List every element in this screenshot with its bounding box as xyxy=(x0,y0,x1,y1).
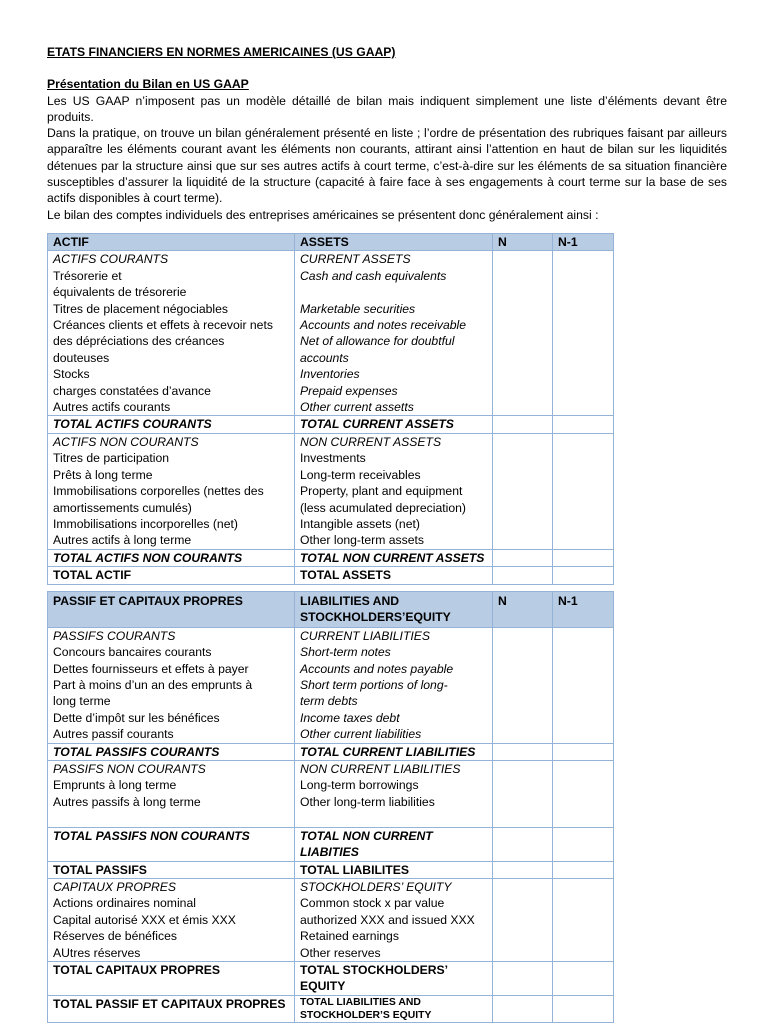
item: Autres passifs à long terme xyxy=(53,794,201,809)
total-label-en: TOTAL CURRENT ASSETS xyxy=(295,416,493,433)
assets-header-row xyxy=(48,234,614,251)
item: Titres de participation xyxy=(53,451,170,466)
total-label-en: TOTAL LIABILITES xyxy=(295,861,493,878)
total-label-en: TOTAL STOCKHOLDERS’ EQUITY xyxy=(295,961,493,995)
total-label-fr: TOTAL PASSIFS NON COURANTS xyxy=(48,827,295,861)
item: Other current liabilities xyxy=(300,727,422,742)
item: Autres passif courants xyxy=(53,727,174,742)
item: Other reserves xyxy=(300,945,381,960)
value-n1[interactable] xyxy=(553,567,614,584)
item: Emprunts à long terme xyxy=(53,778,177,793)
item: (less acumulated depreciation) xyxy=(300,500,466,515)
header-assets: ASSETS xyxy=(295,234,493,251)
total-label-fr: TOTAL ACTIFS NON COURANTS xyxy=(48,549,295,566)
value-n[interactable] xyxy=(493,878,553,961)
total-current-assets-row xyxy=(48,416,614,433)
equity-fr xyxy=(48,878,295,961)
header-liabilities xyxy=(295,592,493,628)
item: équivalents de trésorerie xyxy=(53,285,187,300)
header-line-1: LIABILITIES AND xyxy=(300,594,400,608)
page-title: ETATS FINANCIERS EN NORMES AMERICAINES (US GAAP) xyxy=(47,45,396,59)
noncurrent-liabilities-fr xyxy=(48,761,295,828)
value-n1[interactable] xyxy=(553,961,614,995)
grand-total-line-1: TOTAL LIABILITIES AND xyxy=(300,996,421,1008)
value-n[interactable] xyxy=(493,827,553,861)
item: Long-term borrowings xyxy=(300,778,419,793)
item: Common stock x par value xyxy=(300,896,445,911)
noncurrent-assets-row xyxy=(48,433,614,549)
value-n[interactable] xyxy=(493,549,553,566)
total-current-liabilities-row xyxy=(48,743,614,760)
value-n1[interactable] xyxy=(553,761,614,828)
section-title: PASSIFS COURANTS xyxy=(53,628,176,643)
assets-table xyxy=(47,233,614,585)
item: Net of allowance for doubtful xyxy=(300,334,455,349)
paragraph-2: Dans la pratique, on trouve un bilan généralement présenté en liste ; l’ordre de présentation des rubriques faisant par ailleurs apparaître les éléments courant avant les éléments non courants, attirant ainsi l’attention en haut de bilan sur les liquidités détenues par la structure ainsi que sur ses autres actifs à court terme, c’est-à-dire sur les éléments de sa situation financière susceptibles d’assurer la liquidité de la structure (capacité à faire face à ses engagements à court terme sur la base de ses actifs disponibles à court terme). xyxy=(47,126,727,206)
item: Retained earnings xyxy=(300,929,399,944)
header-line-2: STOCKHOLDERS’EQUITY xyxy=(300,610,451,625)
value-n1[interactable] xyxy=(553,627,614,743)
total-liabilities-row xyxy=(48,861,614,878)
item: accounts xyxy=(300,350,349,365)
item: long terme xyxy=(53,694,111,709)
current-liabilities-en xyxy=(295,627,493,743)
value-n[interactable] xyxy=(493,743,553,760)
item: Other current assetts xyxy=(300,400,414,415)
liabilities-table xyxy=(47,591,614,1023)
item: Prêts à long terme xyxy=(53,467,153,482)
item: Trésorerie et xyxy=(53,268,122,283)
grand-total-row xyxy=(48,995,614,1022)
item: Immobilisations incorporelles (net) xyxy=(53,516,238,531)
value-n[interactable] xyxy=(493,627,553,743)
value-n[interactable] xyxy=(493,961,553,995)
total-label-en: TOTAL NON CURRENT LIABITIES xyxy=(295,827,493,861)
equity-row xyxy=(48,878,614,961)
value-n1[interactable] xyxy=(553,878,614,961)
item: Concours bancaires courants xyxy=(53,645,212,660)
value-n1[interactable] xyxy=(553,416,614,433)
noncurrent-liabilities-row xyxy=(48,761,614,828)
header-n1: N-1 xyxy=(553,592,614,628)
value-n1[interactable] xyxy=(553,251,614,416)
total-label-fr: TOTAL PASSIF ET CAPITAUX PROPRES xyxy=(48,995,295,1022)
section-title: CURRENT LIABILITIES xyxy=(300,628,431,643)
value-n1[interactable] xyxy=(553,827,614,861)
section-title: PASSIFS NON COURANTS xyxy=(53,762,206,777)
noncurrent-assets-fr xyxy=(48,433,295,549)
header-n: N xyxy=(493,592,553,628)
item: Other long-term liabilities xyxy=(300,794,435,809)
value-n1[interactable] xyxy=(553,433,614,549)
value-n[interactable] xyxy=(493,567,553,584)
equity-en xyxy=(295,878,493,961)
item: Actions ordinaires nominal xyxy=(53,896,196,911)
value-n[interactable] xyxy=(493,251,553,416)
item xyxy=(53,810,289,826)
value-n[interactable] xyxy=(493,761,553,828)
header-n1: N-1 xyxy=(553,234,614,251)
total-label-en: TOTAL NON CURRENT ASSETS xyxy=(295,549,493,566)
total-equity-row xyxy=(48,961,614,995)
total-noncurrent-liabilities-row xyxy=(48,827,614,861)
total-assets-row xyxy=(48,567,614,584)
noncurrent-assets-en xyxy=(295,433,493,549)
item: term debts xyxy=(300,694,358,709)
item: Marketable securities xyxy=(300,301,416,316)
item: AUtres réserves xyxy=(53,945,141,960)
total-label-fr: TOTAL ACTIFS COURANTS xyxy=(48,416,295,433)
item: Short-term notes xyxy=(300,645,391,660)
item: Stocks xyxy=(53,367,90,382)
total-label-en: TOTAL ASSETS xyxy=(295,567,493,584)
item: Accounts and notes payable xyxy=(300,661,454,676)
liabilities-header-row xyxy=(48,592,614,628)
item: Part à moins d’un an des emprunts à xyxy=(53,678,253,693)
current-assets-row xyxy=(48,251,614,416)
header-passif: PASSIF ET CAPITAUX PROPRES xyxy=(48,592,295,628)
item: Short term portions of long- xyxy=(300,678,448,693)
value-n1[interactable] xyxy=(553,995,614,1022)
item: douteuses xyxy=(53,350,110,365)
value-n[interactable] xyxy=(493,995,553,1022)
item: Investments xyxy=(300,451,366,466)
section-title: ACTIFS NON COURANTS xyxy=(53,434,199,449)
item: Income taxes debt xyxy=(300,710,400,725)
section-title: CURRENT ASSETS xyxy=(300,252,411,267)
section-subtitle: Présentation du Bilan en US GAAP xyxy=(47,77,249,92)
item xyxy=(300,284,487,300)
total-label-fr: TOTAL PASSIFS COURANTS xyxy=(48,743,295,760)
item: authorized XXX and issued XXX xyxy=(300,912,475,927)
item: Property, plant and equipment xyxy=(300,484,463,499)
header-actif: ACTIF xyxy=(48,234,295,251)
current-assets-en xyxy=(295,251,493,416)
total-label-en: TOTAL CURRENT LIABILITIES xyxy=(295,743,493,760)
total-label-fr: TOTAL PASSIFS xyxy=(48,861,295,878)
item: amortissements cumulés) xyxy=(53,500,192,515)
section-title: CAPITAUX PROPRES xyxy=(53,879,177,894)
value-n1[interactable] xyxy=(553,549,614,566)
item: Titres de placement négociables xyxy=(53,301,229,316)
item: Inventories xyxy=(300,367,360,382)
noncurrent-liabilities-en xyxy=(295,761,493,828)
total-label-fr: TOTAL CAPITAUX PROPRES xyxy=(48,961,295,995)
section-title: ACTIFS COURANTS xyxy=(53,252,169,267)
total-label-fr: TOTAL ACTIF xyxy=(48,567,295,584)
current-liabilities-row xyxy=(48,627,614,743)
item: Long-term receivables xyxy=(300,467,421,482)
item: Capital autorisé XXX et émis XXX xyxy=(53,912,236,927)
item: Dettes fournisseurs et effets à payer xyxy=(53,661,249,676)
header-n: N xyxy=(493,234,553,251)
item: charges constatées d’avance xyxy=(53,383,211,398)
section-title: NON CURRENT LIABILITIES xyxy=(300,762,461,777)
section-title: STOCKHOLDERS’ EQUITY xyxy=(300,879,452,894)
item: Accounts and notes receivable xyxy=(300,318,466,333)
document-body xyxy=(47,44,727,223)
total-label-en xyxy=(295,995,493,1022)
item: Créances clients et effets à recevoir nets xyxy=(53,318,273,333)
value-n1[interactable] xyxy=(553,743,614,760)
item: Autres actifs courants xyxy=(53,400,171,415)
item: Other long-term assets xyxy=(300,533,424,548)
item: Prepaid expenses xyxy=(300,383,398,398)
item: Immobilisations corporelles (nettes des xyxy=(53,484,264,499)
paragraph-3: Le bilan des comptes individuels des entreprises américaines se présentent donc généralement ainsi : xyxy=(47,207,599,222)
grand-total-line-2: STOCKHOLDER’S EQUITY xyxy=(300,1009,432,1021)
total-noncurrent-assets-row xyxy=(48,549,614,566)
item: Dette d’impôt sur les bénéfices xyxy=(53,710,220,725)
item: des dépréciations des créances xyxy=(53,334,225,349)
value-n[interactable] xyxy=(493,416,553,433)
item: Réserves de bénéfices xyxy=(53,929,177,944)
item: Cash and cash equivalents xyxy=(300,268,447,283)
value-n[interactable] xyxy=(493,861,553,878)
item: Autres actifs à long terme xyxy=(53,533,192,548)
value-n1[interactable] xyxy=(553,861,614,878)
paragraph-1: Les US GAAP n’imposent pas un modèle détaillé de bilan mais indiquent simplement une liste d’éléments devant être produits. xyxy=(47,93,727,124)
item: Intangible assets (net) xyxy=(300,516,420,531)
current-assets-fr xyxy=(48,251,295,416)
current-liabilities-fr xyxy=(48,627,295,743)
value-n[interactable] xyxy=(493,433,553,549)
section-title: NON CURRENT ASSETS xyxy=(300,434,442,449)
